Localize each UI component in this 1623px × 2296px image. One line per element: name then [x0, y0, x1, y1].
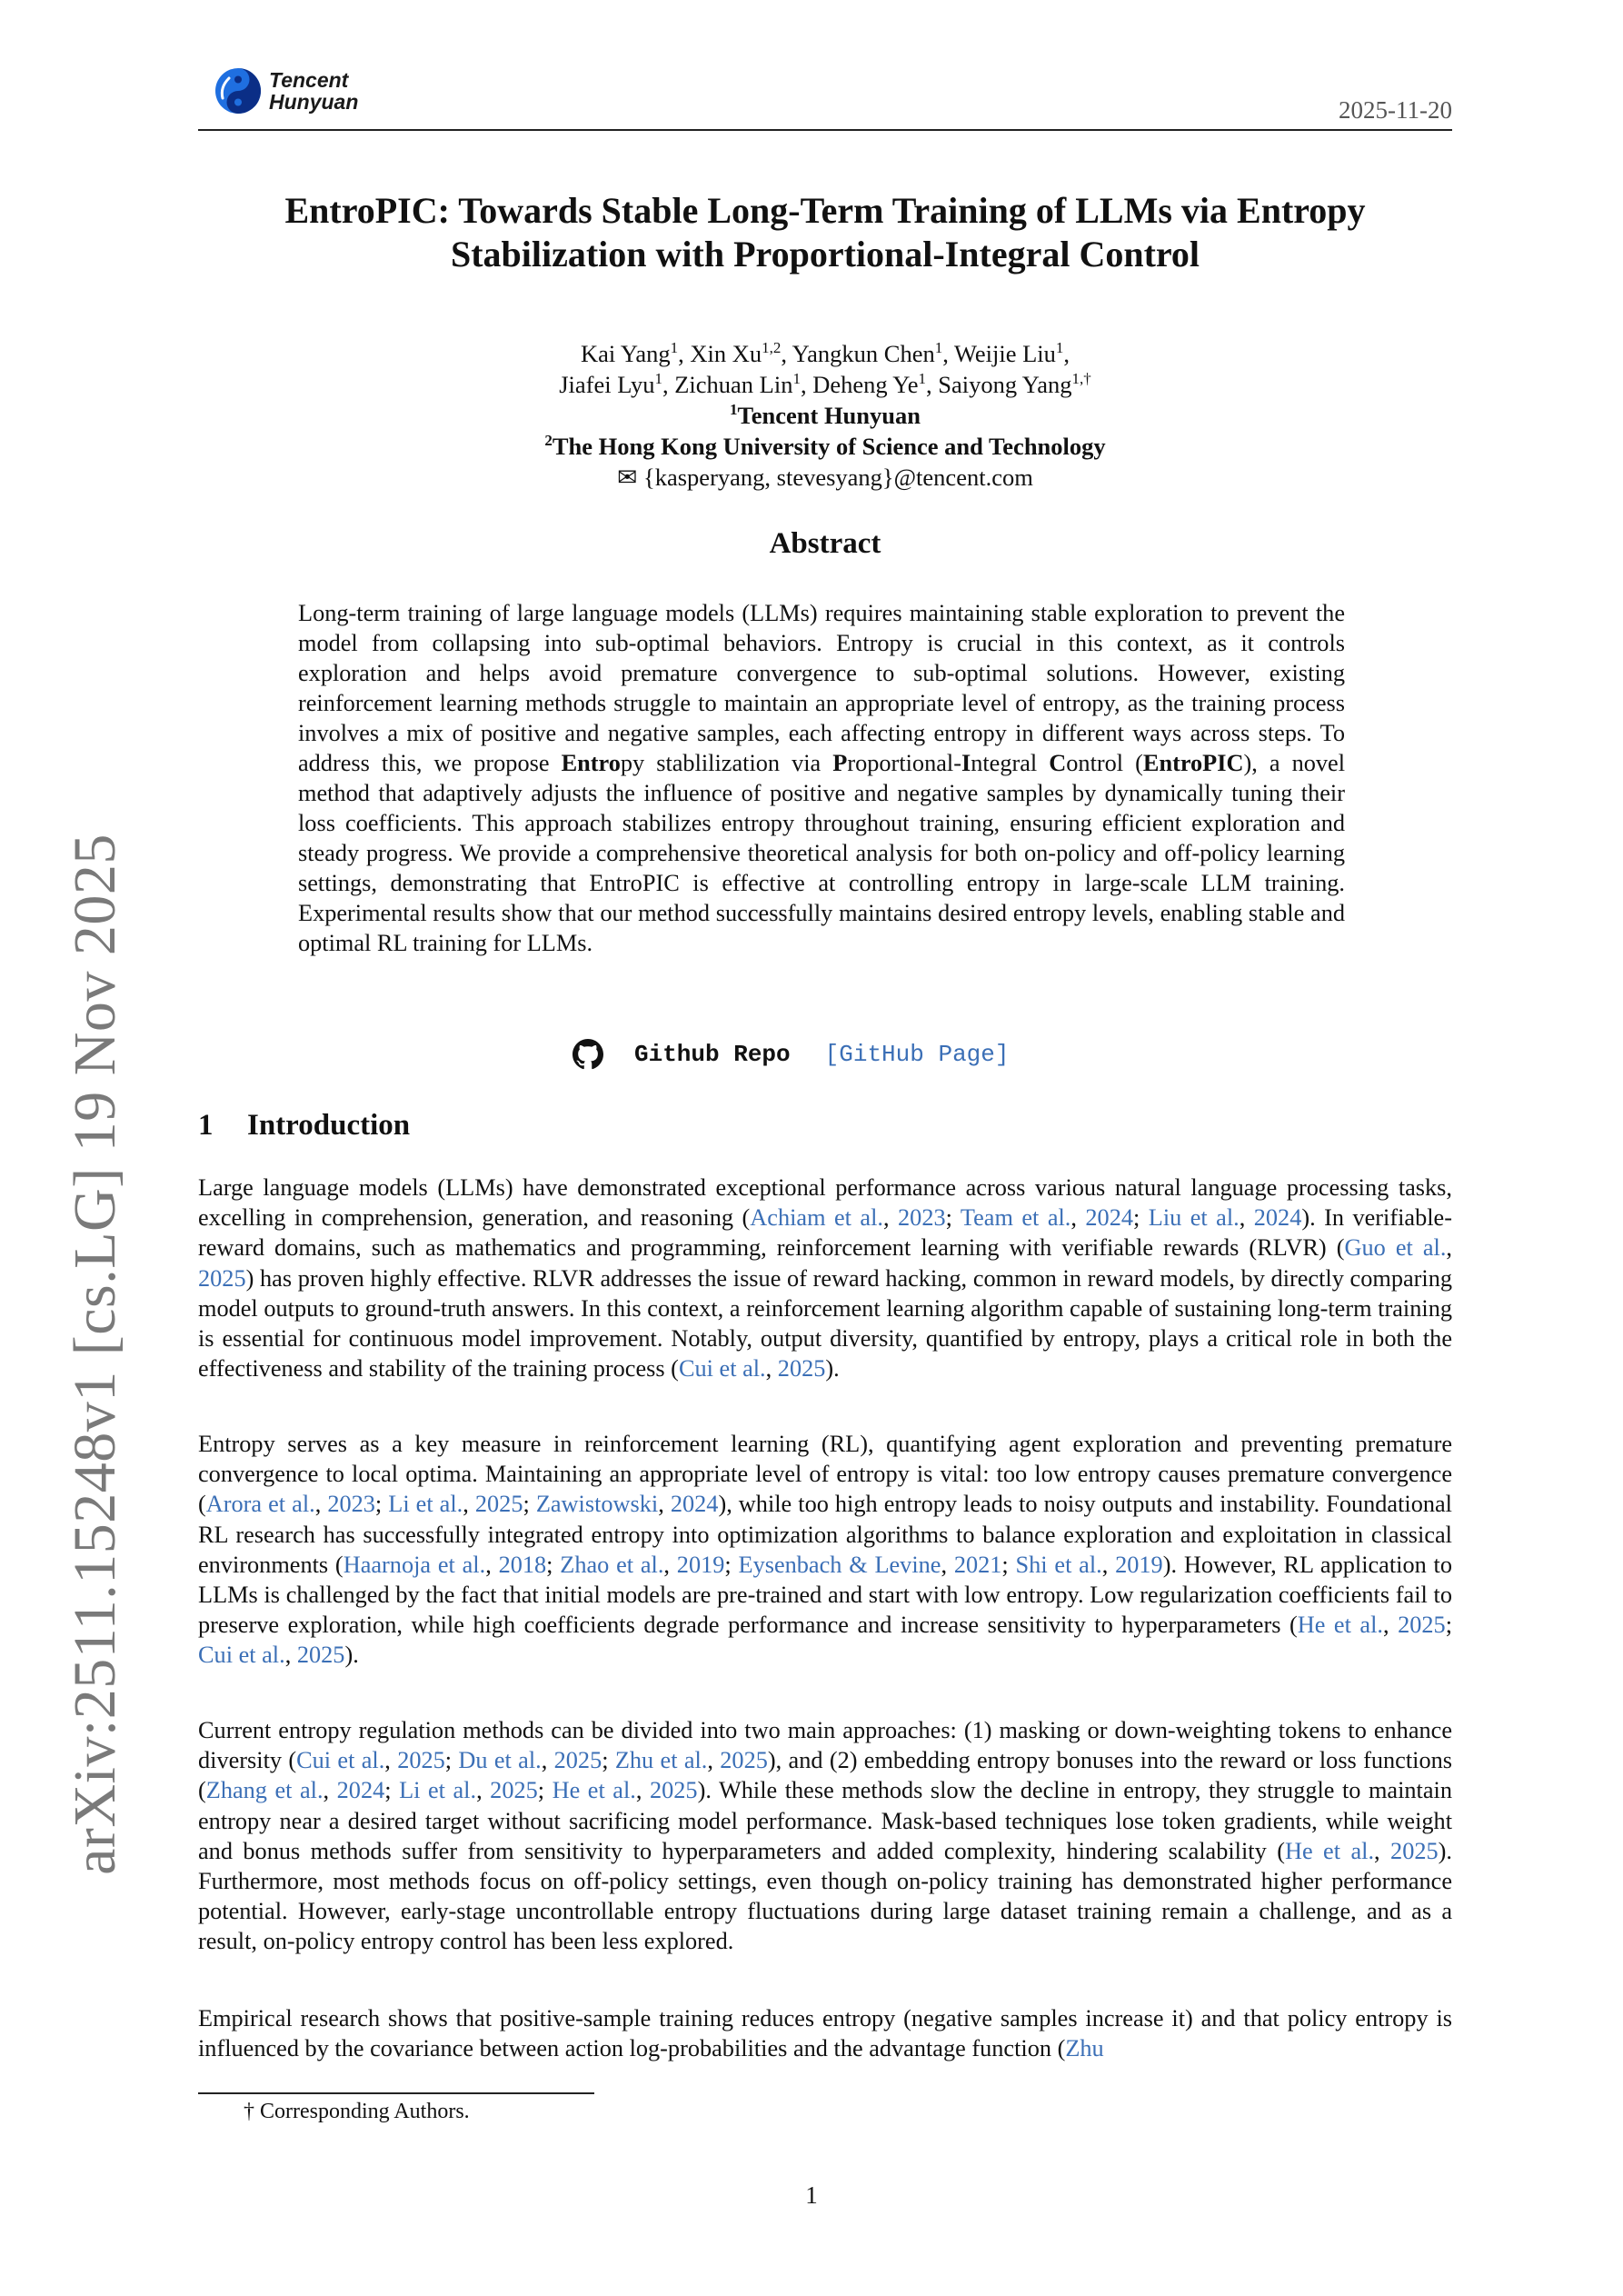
citation-link[interactable]: Team et al.: [960, 1204, 1071, 1232]
affiliation-1: $^1$Tencent Hunyuan: [729, 401, 921, 429]
arxiv-identifier-stamp: arXiv:2511.15248v1 [cs.LG] 19 Nov 2025: [62, 834, 128, 1875]
citation-link[interactable]: 2025: [490, 1777, 538, 1804]
abstract-heading: Abstract: [769, 527, 881, 560]
github-page-link[interactable]: [GitHub Page]: [824, 1041, 1010, 1068]
citation-link[interactable]: 2025: [649, 1777, 698, 1804]
github-icon[interactable]: [573, 1039, 603, 1070]
citation-link[interactable]: 2025: [474, 1491, 523, 1518]
citation-link[interactable]: Zawistowski: [535, 1491, 659, 1518]
author-name: Zichuan Lin: [674, 371, 793, 398]
github-repo-row: [573, 1036, 1009, 1073]
author-affiliation-mark: 1: [792, 370, 801, 388]
author-affiliation-mark: 1,2: [762, 339, 782, 357]
author-name: Weijie Liu: [953, 340, 1056, 367]
page-number: 1: [805, 2181, 818, 2209]
citation-link[interactable]: Haarnoja et al.: [343, 1551, 486, 1578]
tencent-hunyuan-logo: [211, 64, 374, 118]
citation-link[interactable]: 2018: [498, 1551, 547, 1578]
author-line-2: Jiafei Lyu$^1$, Zichuan Lin$^1$, Deheng Ye$^1$, Saiyong Yang$^{1,\dagger}$: [559, 370, 1091, 398]
header-rule: [198, 129, 1452, 131]
author-name: Yangkun Chen: [792, 340, 935, 367]
author-affiliation-mark: 1: [918, 370, 927, 388]
logo-wordmark: Tencent Hunyuan: [269, 68, 359, 114]
citation-link[interactable]: He et al.: [552, 1777, 636, 1804]
github-repo-label: Github Repo: [634, 1041, 791, 1068]
abstract-body: Long-term training of large language models (LLMs) requires maintaining stable exploration to prevent the model from collapsing into sub-optimal behaviors. Entropy is crucial in this context, as it controls exploration and helps avoid premature convergence to sub-optimal solutions. However, existing reinforcement learning methods struggle to maintain an appropriate level of entropy, as the training process involves a mix of positive and negative samples, each affecting entropy in different ways across steps. To address this, we propose Entropy stablilization via Proportional-Integral Control (EntroPIC), a novel method that adaptively adjusts the influence of positive and negative samples by dynamically tuning their loss coefficients. This approach stabilizes entropy throughout training, ensuring efficient exploration and steady progress. We provide a comprehensive theoretical analysis for both on-policy and off-policy learning settings, demonstrating that EntroPIC is effective at controlling entropy in large-scale LLM training. Experimental results show that our method successfully maintains desired entropy levels, enabling stable and optimal RL training for LLMs.: [298, 600, 1346, 956]
footnote-corresponding-authors: † Corresponding Authors.: [244, 2100, 470, 2123]
citation-link[interactable]: Arora et al.: [205, 1491, 315, 1518]
citation-link[interactable]: Zhang et al.: [205, 1777, 324, 1804]
author-affiliation-mark: 1: [1055, 339, 1064, 357]
author-block: [198, 338, 1452, 493]
author-line-1: Kai Yang$^1$, Xin Xu$^{1,2}$, Yangkun Chen$^1$, Weijie Liu$^1$,: [580, 339, 1070, 367]
citation-link[interactable]: 2021: [953, 1551, 1002, 1578]
citation-link[interactable]: 2019: [676, 1551, 725, 1578]
paper-title: EntroPIC: Towards Stable Long-Term Training of LLMs via Entropy Stabilization with Proportional-Integral Control: [284, 190, 1366, 275]
hunyuan-logo-icon: [214, 67, 262, 115]
section-heading-introduction: 1 Introduction: [198, 1109, 411, 1142]
intro-paragraph-4: Empirical research shows that positive-sample training reduces entropy (negative samples increase it) and that policy entropy is influenced by the covariance between action log-probabilities and the advantage function (Zhu: [198, 2005, 1452, 2062]
author-name: Xin Xu: [690, 340, 762, 367]
envelope-icon: ✉: [617, 464, 638, 491]
citation-link[interactable]: Achiam et al.: [750, 1204, 883, 1232]
author-name: Jiafei Lyu: [559, 371, 655, 398]
citation-link[interactable]: 2024: [1253, 1204, 1302, 1232]
contact-email: ✉ {kasperyang, stevesyang}@tencent.com: [617, 464, 1033, 491]
citation-link[interactable]: 2023: [327, 1491, 375, 1518]
affiliation-2: $^2$The Hong Kong University of Science and Technology: [544, 432, 1106, 460]
author-affiliation-mark: 1,†: [1071, 370, 1091, 388]
citation-link[interactable]: 2024: [670, 1491, 719, 1518]
citation-link[interactable]: Liu et al.: [1148, 1204, 1240, 1232]
citation-link[interactable]: 2024: [1085, 1204, 1133, 1232]
author-affiliation-mark: 1: [934, 339, 943, 357]
citation-link[interactable]: Eysenbach & Levine: [738, 1551, 941, 1578]
footnote-rule: [198, 2092, 594, 2094]
author-name: Kai Yang: [580, 340, 671, 367]
citation-link[interactable]: 2023: [898, 1204, 946, 1232]
citation-link[interactable]: Cui et al.: [296, 1747, 385, 1774]
citation-link[interactable]: 2025: [198, 1264, 246, 1292]
citation-link[interactable]: He et al.: [1284, 1837, 1375, 1864]
citation-link[interactable]: Li et al.: [388, 1491, 463, 1518]
intro-paragraph-1: Large language models (LLMs) have demonstrated exceptional performance across various natural language processing tasks, excelling in comprehension, generation, and reasoning (Achiam et al., 2023; Team et al., 2024; Liu et al., 2024). In verifiable-reward domains, such as mathematics and programming, reinforcement learning with verifiable rewards (RLVR) (Guo et al., 2025) has proven highly effective. RLVR addresses the issue of reward hacking, common in reward models, by directly comparing model outputs to ground-truth answers. In this context, a reinforcement learning algorithm capable of sustaining long-term training is essential for continuous model improvement. Notably, output diversity, quantified by entropy, plays a critical role in both the effectiveness and stability of the training process (Cui et al., 2025).: [198, 1174, 1452, 1383]
header-date: 2025-11-20: [1339, 96, 1452, 124]
citation-link[interactable]: 2025: [397, 1747, 445, 1774]
author-name: Saiyong Yang: [938, 371, 1072, 398]
intro-paragraph-3: Current entropy regulation methods can be divided into two main approaches: (1) masking or down-weighting tokens to enhance diversity (Cui et al., 2025; Du et al., 2025; Zhu et al., 2025), and (2) embedding entropy bonuses into the reward or loss functions (Zhang et al., 2024; Li et al., 2025; He et al., 2025). While these methods slow the decline in entropy, they struggle to maintain entropy near a desired target without sacrificing model performance. Mask-based techniques lose token gradients, while weight and bonus methods suffer from sensitivity to hyperparameters and added complexity, hindering scalability (He et al., 2025). Furthermore, most methods focus on off-policy settings, even though on-policy training has demonstrated higher performance potential. However, early-stage uncontrollable entropy fluctuations during large dataset training remain a challenge, and as a result, on-policy entropy control has been less explored.: [198, 1717, 1452, 1955]
citation-link[interactable]: 2025: [553, 1747, 602, 1774]
citation-link[interactable]: Li et al.: [399, 1777, 477, 1804]
citation-link[interactable]: 2019: [1115, 1551, 1163, 1578]
citation-link[interactable]: 2025: [777, 1355, 826, 1383]
citation-link[interactable]: Zhu et al.: [614, 1747, 708, 1774]
citation-link[interactable]: 2025: [1398, 1612, 1446, 1639]
author-affiliation-mark: 1: [654, 370, 662, 388]
citation-link[interactable]: He et al.: [1297, 1612, 1383, 1639]
author-affiliation-mark: 1: [670, 339, 679, 357]
citation-link[interactable]: Zhao et al.: [560, 1551, 664, 1578]
citation-link[interactable]: 2025: [296, 1642, 345, 1669]
citation-link[interactable]: 2025: [1390, 1837, 1439, 1864]
author-name: Deheng Ye: [812, 371, 919, 398]
citation-link[interactable]: Zhu: [1065, 2035, 1104, 2062]
citation-link[interactable]: Du et al.: [458, 1747, 542, 1774]
citation-link[interactable]: Cui et al.: [678, 1355, 766, 1383]
citation-link[interactable]: Shi et al.: [1015, 1551, 1102, 1578]
citation-link[interactable]: Cui et al.: [198, 1642, 285, 1669]
citation-link[interactable]: 2024: [336, 1777, 385, 1804]
citation-link[interactable]: Guo et al.: [1344, 1234, 1447, 1262]
intro-paragraph-2: Entropy serves as a key measure in reinforcement learning (RL), quantifying agent exploration and preventing premature convergence to local optima. Maintaining an appropriate level of entropy is vital: too low entropy causes premature convergence (Arora et al., 2023; Li et al., 2025; Zawistowski, 2024), while too high entropy leads to noisy outputs and instability. Foundational RL research has successfully integrated entropy into optimization algorithms to balance exploration and exploitation in classical environments (Haarnoja et al., 2018; Zhao et al., 2019; Eysenbach & Levine, 2021; Shi et al., 2019). However, RL application to LLMs is challenged by the fact that initial models are pre-trained and start with low entropy. Low regularization coefficients fail to preserve exploration, while high coefficients degrade performance and increase sensitivity to hyperparameters (He et al., 2025; Cui et al., 2025).: [198, 1431, 1453, 1669]
citation-link[interactable]: 2025: [720, 1747, 768, 1774]
